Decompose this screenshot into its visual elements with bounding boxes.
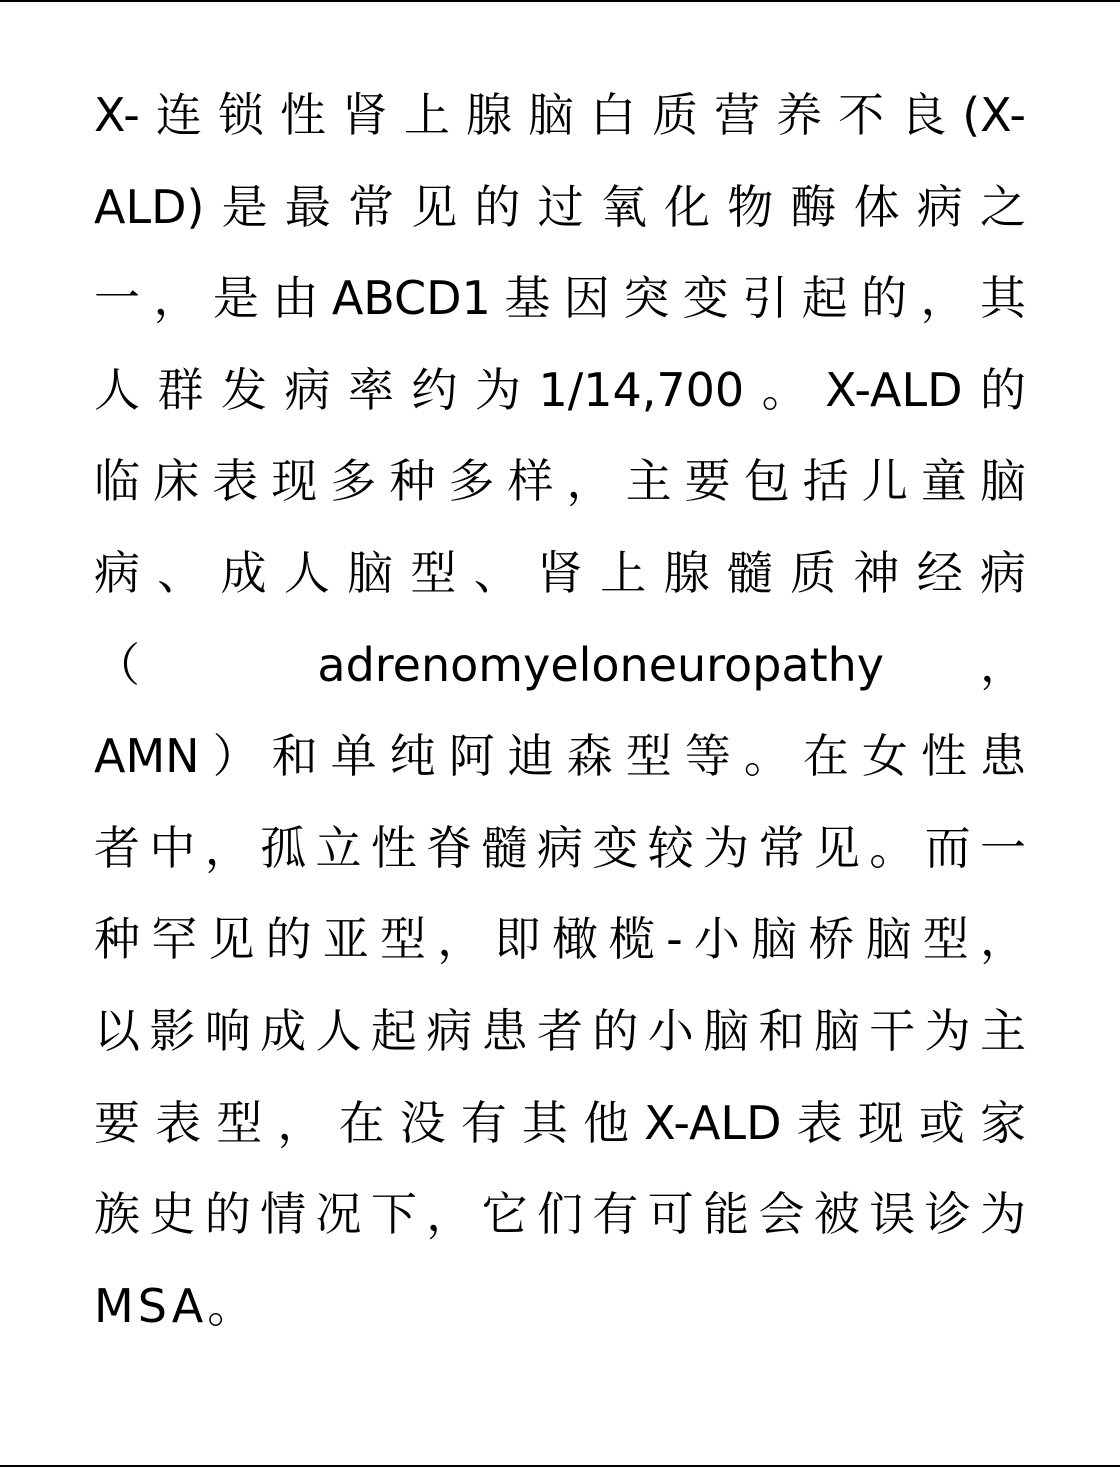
text-line: 者中，孤立性脊髓病变较为常见。而一 — [94, 820, 1026, 875]
text-line: 一，是由ABCD1基因突变引起的，其 — [94, 271, 1026, 326]
text-line: （ adrenomyeloneuropathy ， — [94, 637, 1026, 692]
top-border — [0, 0, 1120, 2]
text-line: AMN）和单纯阿迪森型等。在女性患 — [94, 729, 1026, 784]
text-line: 要表型，在没有其他X-ALD表现或家 — [94, 1095, 1026, 1150]
text-line: 种罕见的亚型，即橄榄-小脑桥脑型， — [94, 912, 1026, 967]
text-line: 族史的情况下，它们有可能会被误诊为 — [94, 1187, 1026, 1242]
text-line: 人群发病率约为1/14,700。X-ALD的 — [94, 362, 1026, 417]
text-line-last: MSA。 — [94, 1278, 258, 1333]
text-line: ALD)是最常见的过氧化物酶体病之 — [94, 179, 1026, 234]
text-line: X-连锁性肾上腺脑白质营养不良(X- — [94, 88, 1026, 142]
bottom-border — [0, 1465, 1120, 1467]
text-line: 病、成人脑型、肾上腺髓质神经病 — [94, 545, 1026, 600]
text-line: 以影响成人起病患者的小脑和脑干为主 — [94, 1003, 1026, 1058]
article-body — [94, 70, 1026, 1352]
text-line: 临床表现多种多样，主要包括儿童脑 — [94, 454, 1026, 509]
